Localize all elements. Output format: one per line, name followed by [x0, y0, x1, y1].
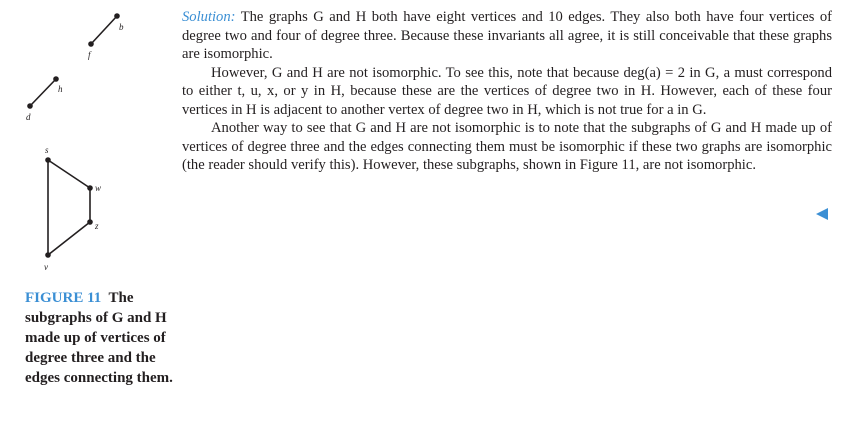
vertex-d: [27, 103, 33, 109]
solution-text: [182, 8, 832, 175]
vertex-label-v: v: [44, 262, 48, 272]
vertex-label-s: s: [45, 145, 49, 155]
edge-z-v: [48, 222, 90, 255]
subgraph-drawing: [0, 0, 175, 285]
vertex-s: [45, 157, 51, 163]
paragraph-2: However, G and H are not isomorphic. To see this, note that because deg(a) = 2 in G, a must correspond to either t, u, x, or y in H, because these are the vertices of degree two in H. However, each of these four vertices in H is adjacent to another vertex of degree two in H, which is not true for a in G.: [182, 64, 832, 118]
edge-d-h: [30, 79, 56, 106]
vertex-label-f: f: [88, 50, 91, 60]
figure-caption: [25, 288, 175, 388]
vertex-label-w: w: [95, 183, 102, 193]
figure-11-graphs: [0, 0, 175, 285]
vertex-label-b: b: [119, 22, 124, 32]
vertex-label-z: z: [95, 221, 99, 231]
edge-f-b: [91, 16, 117, 44]
paragraph-1: [182, 8, 832, 64]
vertex-label-h: h: [58, 84, 63, 94]
edge-s-w: [48, 160, 90, 188]
end-of-solution-marker: [816, 208, 828, 220]
solution-label: Solution:: [182, 9, 236, 25]
vertex-v: [45, 252, 51, 258]
paragraph-3: Another way to see that G and H are not isomorphic is to note that the subgraphs of G and H made up of vertices of degree three and the edges connecting them must be isomorphic if these two graphs are isomorphic (the reader should verify this). However, these subgraphs, shown in Figure 11, are not isomorphic.: [182, 120, 832, 173]
vertex-z: [87, 219, 93, 225]
vertex-f: [88, 41, 94, 47]
vertex-label-d: d: [26, 112, 31, 122]
caption-text: The subgraphs of G and H made up of vertices of degree three and the edges connecting them.: [25, 290, 173, 386]
paragraph-1-text: The graphs G and H both have eight vertices and 10 edges. They also both have four vertices of degree two and four of degree three. Because these invariants all agree, it is still conceivable that these graphs are isomorphic.: [182, 9, 832, 62]
figure-number: FIGURE 11: [25, 290, 102, 306]
vertex-b: [114, 13, 120, 19]
vertex-h: [53, 76, 59, 82]
vertex-w: [87, 185, 93, 191]
